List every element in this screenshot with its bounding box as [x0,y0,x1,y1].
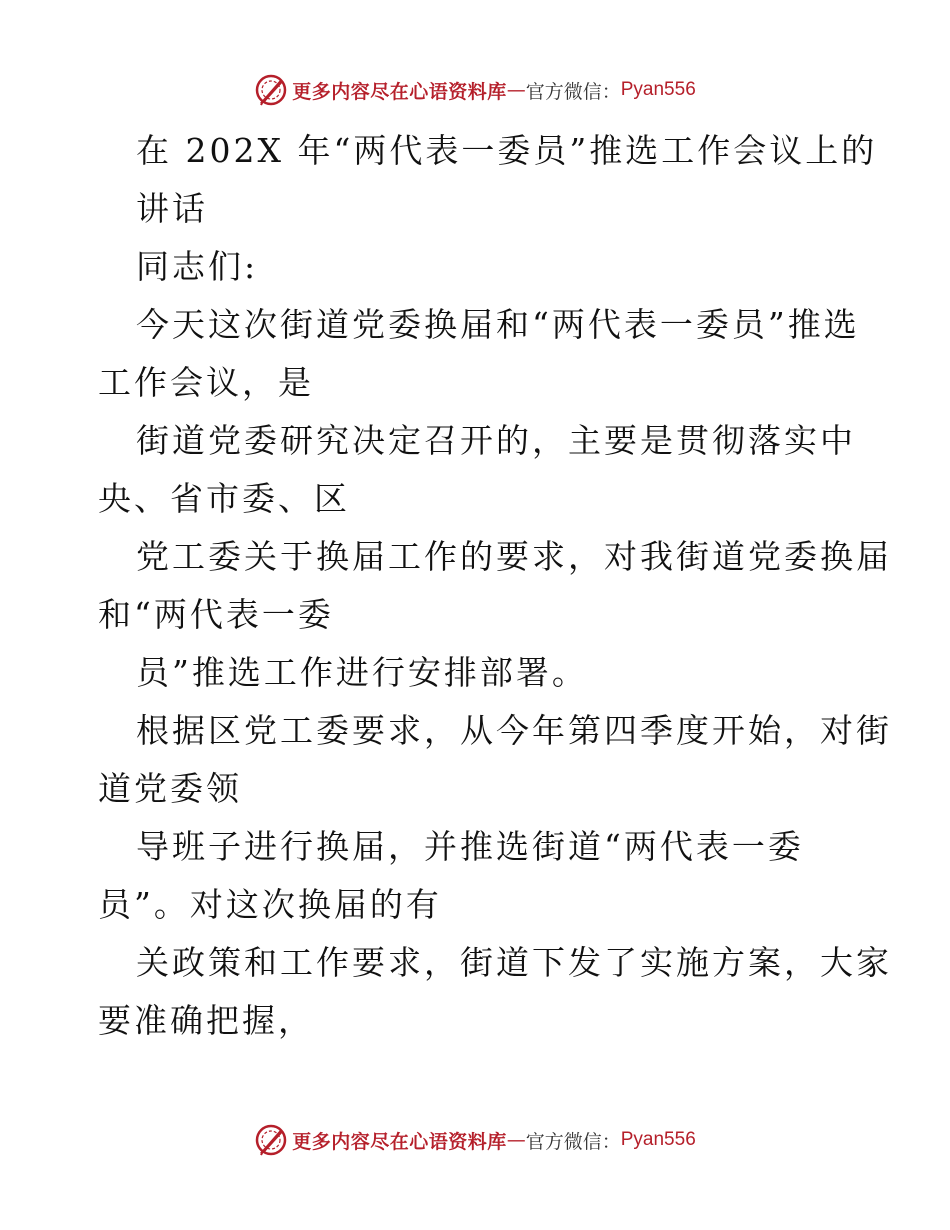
quill-pen-logo-icon [254,1123,288,1157]
paragraph-line: 关政策和工作要求，街道下发了实施方案，大家 [136,943,892,982]
paragraph-line: 要准确把握， [98,1001,314,1040]
salutation: 同志们: [136,247,259,286]
footer-banner [0,1120,950,1160]
banner-text: 更多内容尽在心语资料库 [292,80,507,103]
paragraph-line: 街道党委研究决定召开的，主要是贯彻落实中 [136,421,856,460]
banner-dash: — [506,79,526,101]
paragraph-line: 道党委领 [98,769,242,808]
paragraph-line: 员”。对这次换届的有 [98,885,442,924]
quill-pen-logo-icon [254,73,288,107]
wechat-id: Pyan556 [620,1129,696,1150]
paragraph-line: 导班子进行换届，并推选街道“两代表一委 [136,827,804,866]
paragraph-line: 员”推选工作进行安排部署。 [136,653,588,692]
document-body [98,122,892,1050]
paragraph-line: 和“两代表一委 [98,595,334,634]
document-title-line-1: 在 202X 年“两代表一委员”推选工作会议上的 [136,131,878,170]
banner-dash: — [506,1129,526,1151]
banner-text: 更多内容尽在心语资料库 [292,1130,507,1153]
document-title-line-2: 讲话 [136,189,208,228]
paragraph-line: 工作会议，是 [98,363,314,402]
paragraph-line: 央、省市委、区 [98,479,350,518]
paragraph-line: 根据区党工委要求，从今年第四季度开始，对街 [136,711,892,750]
paragraph-line: 今天这次街道党委换届和“两代表一委员”推选 [136,305,860,344]
header-banner [0,70,950,110]
wechat-label: 官方微信： [525,1130,621,1153]
wechat-label: 官方微信： [525,80,621,103]
paragraph-line: 党工委关于换届工作的要求，对我街道党委换届 [136,537,892,576]
wechat-id: Pyan556 [620,79,696,100]
